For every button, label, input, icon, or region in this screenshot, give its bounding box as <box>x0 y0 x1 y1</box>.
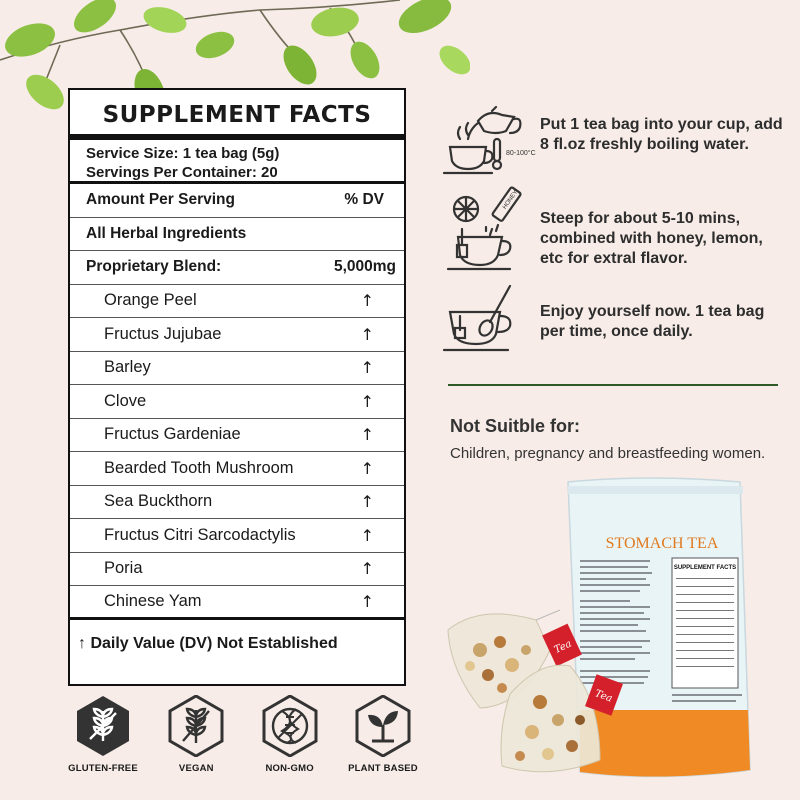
product-image <box>440 470 800 790</box>
blend-label: Proprietary Blend: <box>86 258 222 276</box>
ingredient-row <box>70 519 404 553</box>
honey-lemon-cup-icon <box>440 185 530 275</box>
badge-label: GLUTEN-FREE <box>68 763 138 774</box>
non-gmo-icon <box>259 695 321 757</box>
plant-based-icon <box>352 695 414 757</box>
direction-text: Put 1 tea bag into your cup, add 8 fl.oz freshly boiling water. <box>540 116 783 153</box>
ingredient-name: Fructus Gardeniae <box>104 425 241 444</box>
up-arrow-icon: ↑ <box>360 559 374 579</box>
dv-footnote: ↑ Daily Value (DV) Not Established <box>78 634 338 652</box>
honey-label: HONEY <box>502 189 520 211</box>
ingredient-row <box>70 586 404 620</box>
ingredient-name: Barley <box>104 358 151 377</box>
up-arrow-icon: ↑ <box>360 291 374 311</box>
ingredient-name: Fructus Jujubae <box>104 324 222 343</box>
vegan-icon <box>165 695 227 757</box>
badge-gluten-free <box>58 695 148 785</box>
ingredient-name: Sea Buckthorn <box>104 492 213 511</box>
up-arrow-icon: ↑ <box>360 391 374 411</box>
blend-row <box>70 251 404 285</box>
up-arrow-icon: ↑ <box>360 358 374 378</box>
ingredient-name: Poria <box>104 559 143 578</box>
badges-row <box>58 695 428 785</box>
cup-spoon-icon <box>440 282 530 357</box>
badge-plant-based <box>338 695 428 785</box>
ingredient-row <box>70 419 404 453</box>
amount-row <box>70 184 404 218</box>
up-arrow-icon: ↑ <box>360 492 374 512</box>
up-arrow-icon: ↑ <box>360 525 374 545</box>
ingredient-name: Orange Peel <box>104 291 197 310</box>
section-divider <box>448 384 778 386</box>
up-arrow-icon: ↑ <box>360 458 374 478</box>
facts-title: SUPPLEMENT FACTS <box>70 90 404 140</box>
ingredient-name: Fructus Citri Sarcodactylis <box>104 525 296 544</box>
ingredient-row <box>70 285 404 319</box>
serving-info <box>70 140 404 184</box>
ingredient-row <box>70 553 404 587</box>
ingredient-row <box>70 486 404 520</box>
servings-per-container: Servings Per Container: 20 <box>86 164 278 181</box>
kettle-cup-icon <box>440 105 530 185</box>
supplement-facts-panel <box>68 88 406 686</box>
ingredient-row <box>70 385 404 419</box>
badge-vegan <box>151 695 241 785</box>
tea-tag-label: Tea <box>593 688 614 705</box>
ingredient-row <box>70 352 404 386</box>
product-title: STOMACH TEA <box>605 535 719 552</box>
up-arrow-icon: ↑ <box>360 425 374 445</box>
badge-label: PLANT BASED <box>348 763 418 774</box>
temperature-label: 80-100°C <box>506 150 536 157</box>
blend-amount: 5,000mg <box>333 258 396 276</box>
direction-step-2 <box>440 185 785 265</box>
product-facts-label: SUPPLEMENT FACTS <box>673 565 737 571</box>
not-suitable-title: Not Suitble for: <box>450 416 580 436</box>
badge-non-gmo <box>245 695 335 785</box>
footnote-row <box>70 620 404 668</box>
ingredient-row <box>70 452 404 486</box>
herbal-row <box>70 218 404 252</box>
direction-text: Enjoy yourself now. 1 tea bag per time, once daily. <box>540 303 765 340</box>
direction-step-3 <box>440 282 785 362</box>
gluten-free-icon <box>72 695 134 757</box>
badge-label: VEGAN <box>178 763 214 774</box>
ingredient-name: Bearded Tooth Mushroom <box>104 458 294 477</box>
tea-tag-label: Tea <box>552 638 574 657</box>
herbal-label: All Herbal Ingredients <box>86 224 247 242</box>
up-arrow-icon: ↑ <box>360 324 374 344</box>
badge-label: NON-GMO <box>265 763 314 774</box>
direction-step-1 <box>440 105 785 185</box>
ingredient-name: Chinese Yam <box>104 591 202 610</box>
ingredient-row <box>70 318 404 352</box>
up-arrow-icon: ↑ <box>360 591 374 611</box>
service-size: Service Size: 1 tea bag (5g) <box>86 145 280 162</box>
direction-text: Steep for about 5-10 mins, combined with honey, lemon, etc for extral flavor. <box>540 210 763 267</box>
dv-label: % DV <box>344 191 384 209</box>
ingredient-name: Clove <box>104 391 147 410</box>
amount-label: Amount Per Serving <box>86 191 235 209</box>
not-suitable-text: Children, pregnancy and breastfeeding women. <box>450 445 766 462</box>
